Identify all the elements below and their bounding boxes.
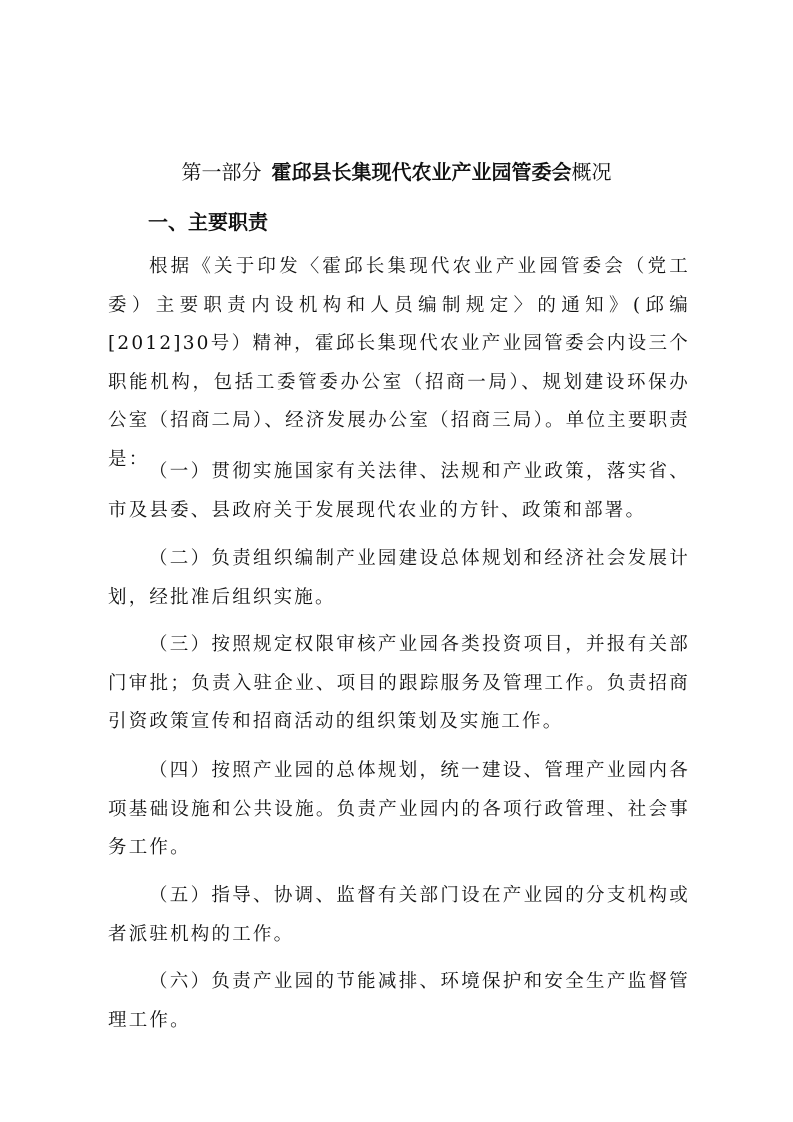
duty-item-6: （六）负责产业园的节能减排、环境保护和安全生产监督管理工作。 — [108, 971, 690, 1031]
duty-item-3: （三）按照规定权限审核产业园各类投资项目，并报有关部门审批；负责入驻企业、项目的跟踪服务及管理工作。负责招商引资政策宣传和招商活动的组织策划及实施工作。 — [108, 634, 690, 732]
title-suffix: 概况 — [571, 160, 612, 184]
duty-item-4: （四）按照产业园的总体规划，统一建设、管理产业园内各项基础设施和公共设施。负责产业园内的各项行政管理、社会事务工作。 — [108, 760, 690, 858]
duty-item-5: （五）指导、协调、监督有关部门设在产业园的分支机构或者派驻机构的工作。 — [108, 885, 690, 945]
page-title — [0, 158, 793, 186]
intro-paragraph: 根据《关于印发〈霍邱长集现代农业产业园管委会（党工委）主要职责内设机构和人员编制规定〉的通知》(邱编[2012]30号）精神，霍邱长集现代农业产业园管委会内设三个职能机构，包括工委管委办公室（招商一局）、规划建设环保办公室（招商二局）、经济发展办公室（招商三局）。单位主要职责是： — [108, 256, 690, 470]
section-heading: 一、主要职责 — [148, 210, 268, 234]
title-part-label: 第一部分 — [181, 160, 262, 184]
duty-item-2: （二）负责组织编制产业园建设总体规划和经济社会发展计划，经批准后组织实施。 — [108, 548, 690, 608]
duty-item-1: （一）贯彻实施国家有关法律、法规和产业政策，落实省、市及县委、县政府关于发展现代农业的方针、政策和部署。 — [108, 461, 690, 521]
title-organization-name: 霍邱县长集现代农业产业园管委会 — [271, 160, 572, 184]
